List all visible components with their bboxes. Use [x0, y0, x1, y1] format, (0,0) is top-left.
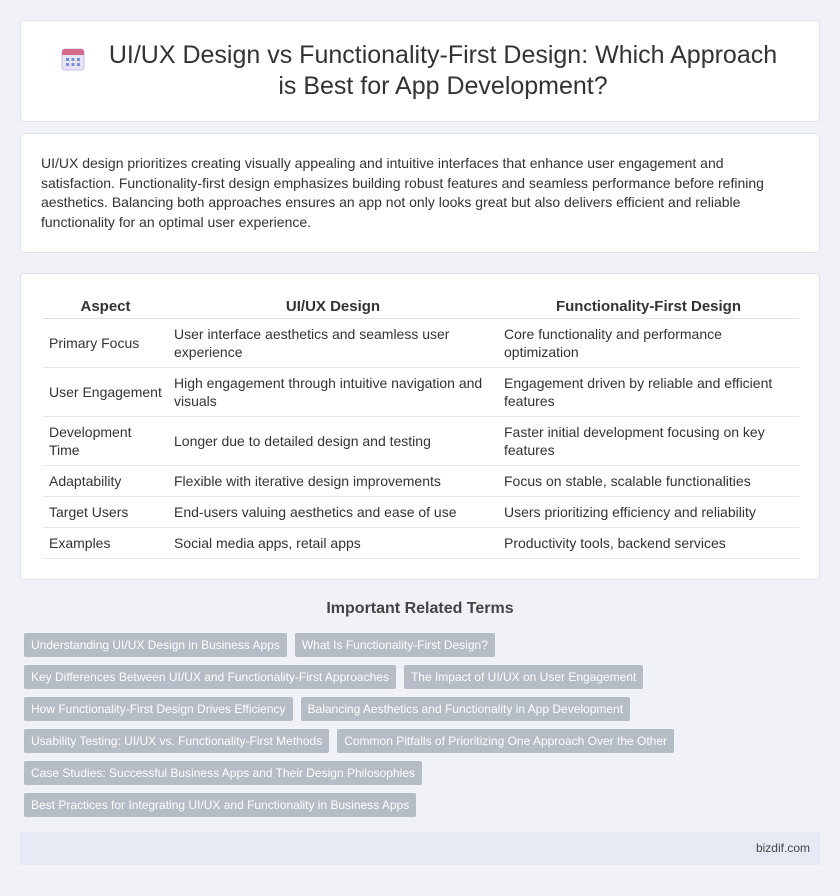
table-cell-aspect: User Engagement	[43, 368, 168, 417]
table-cell-uiux: User interface aesthetics and seamless user experience	[168, 319, 498, 368]
related-term-link[interactable]: What Is Functionality-First Design?	[295, 633, 495, 657]
related-term-link[interactable]: Key Differences Between UI/UX and Functionality-First Approaches	[24, 665, 396, 689]
related-term-link[interactable]: Usability Testing: UI/UX vs. Functionality-First Methods	[24, 729, 329, 753]
intro-card	[20, 133, 820, 253]
related-terms-heading: Important Related Terms	[326, 600, 514, 617]
tag-row	[24, 761, 824, 785]
tag-row	[24, 697, 824, 721]
tag-row	[24, 665, 824, 689]
table-cell-functionality: Core functionality and performance optimization	[498, 319, 799, 368]
calendar-icon	[60, 46, 86, 72]
table-cell-aspect: Adaptability	[43, 466, 168, 497]
tag-row	[24, 633, 824, 657]
site-link[interactable]: bizdif.com	[755, 841, 810, 855]
related-term-link[interactable]: Best Practices for Integrating UI/UX and Functionality in Business Apps	[24, 793, 416, 817]
related-terms-list	[24, 633, 824, 825]
title-card	[20, 20, 820, 122]
related-term-link[interactable]: Case Studies: Successful Business Apps and Their Design Philosophies	[24, 761, 422, 785]
related-term-link[interactable]: Understanding UI/UX Design in Business Apps	[24, 633, 287, 657]
table-cell-uiux: End-users valuing aesthetics and ease of use	[168, 497, 498, 528]
related-term-link[interactable]: The Impact of UI/UX on User Engagement	[404, 665, 643, 689]
table-cell-aspect: Target Users	[43, 497, 168, 528]
footer	[20, 832, 820, 865]
related-term-link[interactable]: Common Pitfalls of Prioritizing One Approach Over the Other	[337, 729, 674, 753]
tag-row	[24, 729, 824, 753]
page-title: UI/UX Design vs Functionality-First Design: Which Approach is Best for App Development?	[108, 41, 778, 100]
column-header-uiux: UI/UX Design	[168, 294, 498, 319]
related-term-link[interactable]: Balancing Aesthetics and Functionality in App Development	[301, 697, 631, 721]
table-header-row	[43, 294, 799, 319]
table-cell-uiux: Social media apps, retail apps	[168, 528, 498, 559]
table-cell-functionality: Focus on stable, scalable functionalities	[498, 466, 799, 497]
table-row	[43, 417, 799, 466]
table-row	[43, 528, 799, 559]
table-cell-uiux: Longer due to detailed design and testing	[168, 417, 498, 466]
table-cell-functionality: Users prioritizing efficiency and reliability	[498, 497, 799, 528]
table-cell-uiux: Flexible with iterative design improvements	[168, 466, 498, 497]
table-row	[43, 466, 799, 497]
table-cell-aspect: Development Time	[43, 417, 168, 466]
tag-row	[24, 793, 824, 817]
table-cell-uiux: High engagement through intuitive navigation and visuals	[168, 368, 498, 417]
title-wrap	[60, 40, 780, 102]
table-row	[43, 497, 799, 528]
related-term-link[interactable]: How Functionality-First Design Drives Efficiency	[24, 697, 293, 721]
table-row	[43, 319, 799, 368]
table-cell-functionality: Productivity tools, backend services	[498, 528, 799, 559]
table-cell-aspect: Primary Focus	[43, 319, 168, 368]
table-cell-aspect: Examples	[43, 528, 168, 559]
column-header-functionality-first: Functionality-First Design	[498, 294, 799, 319]
comparison-table	[43, 294, 799, 559]
table-row	[43, 368, 799, 417]
column-header-aspect: Aspect	[43, 294, 168, 319]
intro-paragraph: UI/UX design prioritizes creating visually appealing and intuitive interfaces that enhance user engagement and satisfaction. Functionality-first design emphasizes building robust features and seamless performance before refining aesthetics. Balancing both approaches ensures an app not only looks great but also delivers efficient and reliable functionality for an optimal user experience.	[41, 155, 764, 230]
comparison-table-card	[20, 273, 820, 580]
table-cell-functionality: Faster initial development focusing on key features	[498, 417, 799, 466]
table-cell-functionality: Engagement driven by reliable and efficient features	[498, 368, 799, 417]
